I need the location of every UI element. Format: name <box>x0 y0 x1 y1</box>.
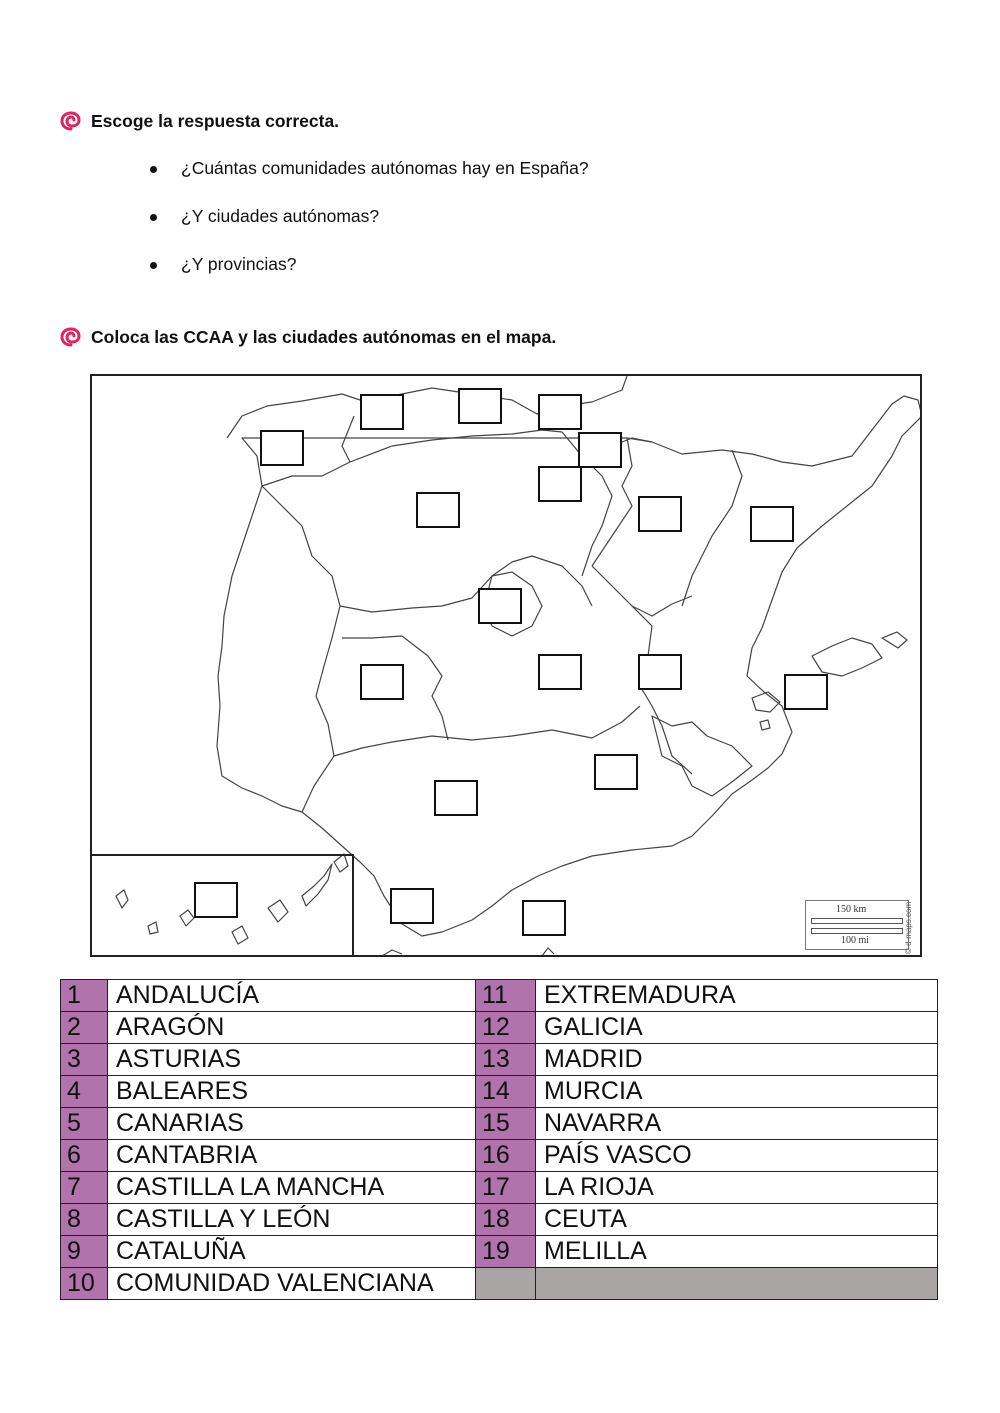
island <box>812 638 882 676</box>
region-border <box>262 486 340 812</box>
answer-box[interactable] <box>478 588 522 624</box>
answer-box[interactable] <box>638 654 682 690</box>
coastline <box>542 948 554 956</box>
legend-number: 10 <box>61 1268 108 1300</box>
region-border <box>652 716 752 796</box>
answer-box[interactable] <box>194 882 238 918</box>
answer-box[interactable] <box>784 674 828 710</box>
island <box>752 692 780 712</box>
legend-number: 9 <box>61 1236 108 1268</box>
region-border <box>592 566 692 616</box>
section-heading-choose <box>60 110 339 132</box>
section-title: Coloca las CCAA y las ciudades autónomas en el mapa. <box>91 326 557 347</box>
legend-number: 12 <box>476 1012 536 1044</box>
section-heading-map <box>60 326 556 348</box>
legend-row <box>61 1172 938 1204</box>
region-border <box>350 430 612 576</box>
answer-box[interactable] <box>390 888 434 924</box>
legend-number: 4 <box>61 1076 108 1108</box>
region-border <box>682 450 742 606</box>
question-item <box>150 206 589 254</box>
legend-number: 16 <box>476 1140 536 1172</box>
legend-region-name: ANDALUCÍA <box>108 980 476 1012</box>
legend-region-name: ASTURIAS <box>108 1044 476 1076</box>
legend-region-name: CANTABRIA <box>108 1140 476 1172</box>
legend-number: 7 <box>61 1172 108 1204</box>
legend-number: 5 <box>61 1108 108 1140</box>
answer-box[interactable] <box>538 466 582 502</box>
section-title: Escoge la respuesta correcta. <box>91 110 340 131</box>
legend-number: 19 <box>476 1236 536 1268</box>
scale-bar <box>811 918 903 924</box>
question-item <box>150 254 589 302</box>
legend-region-name: CEUTA <box>536 1204 938 1236</box>
scale-bar <box>811 928 903 934</box>
legend-region-name: CATALUÑA <box>108 1236 476 1268</box>
legend-row <box>61 980 938 1012</box>
answer-box[interactable] <box>434 780 478 816</box>
legend-number: 8 <box>61 1204 108 1236</box>
answer-box[interactable] <box>260 430 304 466</box>
legend-row <box>61 1108 938 1140</box>
legend-region-name: MELILLA <box>536 1236 938 1268</box>
bullet-dot-icon <box>150 214 157 221</box>
map-scale <box>805 900 909 950</box>
legend-number: 2 <box>61 1012 108 1044</box>
answer-box[interactable] <box>360 664 404 700</box>
legend-empty-cell <box>476 1268 536 1300</box>
swirl-bullet-icon <box>60 110 82 132</box>
legend-region-name: CASTILLA LA MANCHA <box>108 1172 476 1204</box>
legend-row <box>61 1044 938 1076</box>
answer-box[interactable] <box>458 388 502 424</box>
legend-number: 1 <box>61 980 108 1012</box>
region-border <box>340 556 592 612</box>
legend-region-name: CASTILLA Y LEÓN <box>108 1204 476 1236</box>
answer-box[interactable] <box>360 394 404 430</box>
scale-mi-label: 100 mi <box>841 935 870 946</box>
coastline <box>382 950 402 956</box>
legend-region-name: MURCIA <box>536 1076 938 1108</box>
answer-box[interactable] <box>538 654 582 690</box>
legend-row <box>61 1204 938 1236</box>
legend-row <box>61 1236 938 1268</box>
legend-row <box>61 1076 938 1108</box>
question-item <box>150 158 589 206</box>
legend-region-name: ARAGÓN <box>108 1012 476 1044</box>
bullet-dot-icon <box>150 166 157 173</box>
legend-number: 17 <box>476 1172 536 1204</box>
legend-empty-cell <box>536 1268 938 1300</box>
bullet-dot-icon <box>150 262 157 269</box>
legend-region-name: CANARIAS <box>108 1108 476 1140</box>
map-credit: © d-maps.com <box>904 901 913 954</box>
answer-box[interactable] <box>416 492 460 528</box>
legend-region-name: NAVARRA <box>536 1108 938 1140</box>
answer-box[interactable] <box>750 506 794 542</box>
legend-number: 14 <box>476 1076 536 1108</box>
answer-box[interactable] <box>578 432 622 468</box>
legend-row <box>61 1268 938 1300</box>
question-text: ¿Cuántas comunidades autónomas hay en España? <box>181 158 589 178</box>
legend-region-name: COMUNIDAD VALENCIANA <box>108 1268 476 1300</box>
legend-region-name: LA RIOJA <box>536 1172 938 1204</box>
legend-number: 11 <box>476 980 536 1012</box>
legend-number: 13 <box>476 1044 536 1076</box>
region-border <box>632 606 692 774</box>
answer-box[interactable] <box>538 394 582 430</box>
spain-map <box>90 374 922 957</box>
question-text: ¿Y ciudades autónomas? <box>181 206 380 226</box>
legend-region-name: EXTREMADURA <box>536 980 938 1012</box>
legend-table <box>60 979 938 1300</box>
legend-row <box>61 1012 938 1044</box>
region-border <box>334 706 640 756</box>
question-list <box>150 158 589 302</box>
legend-number: 3 <box>61 1044 108 1076</box>
swirl-bullet-icon <box>60 326 82 348</box>
answer-box[interactable] <box>638 496 682 532</box>
legend-number: 18 <box>476 1204 536 1236</box>
scale-km-label: 150 km <box>836 904 867 915</box>
legend-region-name: BALEARES <box>108 1076 476 1108</box>
question-text: ¿Y provincias? <box>181 254 297 274</box>
answer-box[interactable] <box>522 900 566 936</box>
legend-number: 15 <box>476 1108 536 1140</box>
island <box>882 632 907 648</box>
legend-region-name: PAÍS VASCO <box>536 1140 938 1172</box>
legend-number: 6 <box>61 1140 108 1172</box>
legend-row <box>61 1140 938 1172</box>
legend-region-name: MADRID <box>536 1044 938 1076</box>
island <box>760 720 770 730</box>
answer-box[interactable] <box>594 754 638 790</box>
legend-region-name: GALICIA <box>536 1012 938 1044</box>
